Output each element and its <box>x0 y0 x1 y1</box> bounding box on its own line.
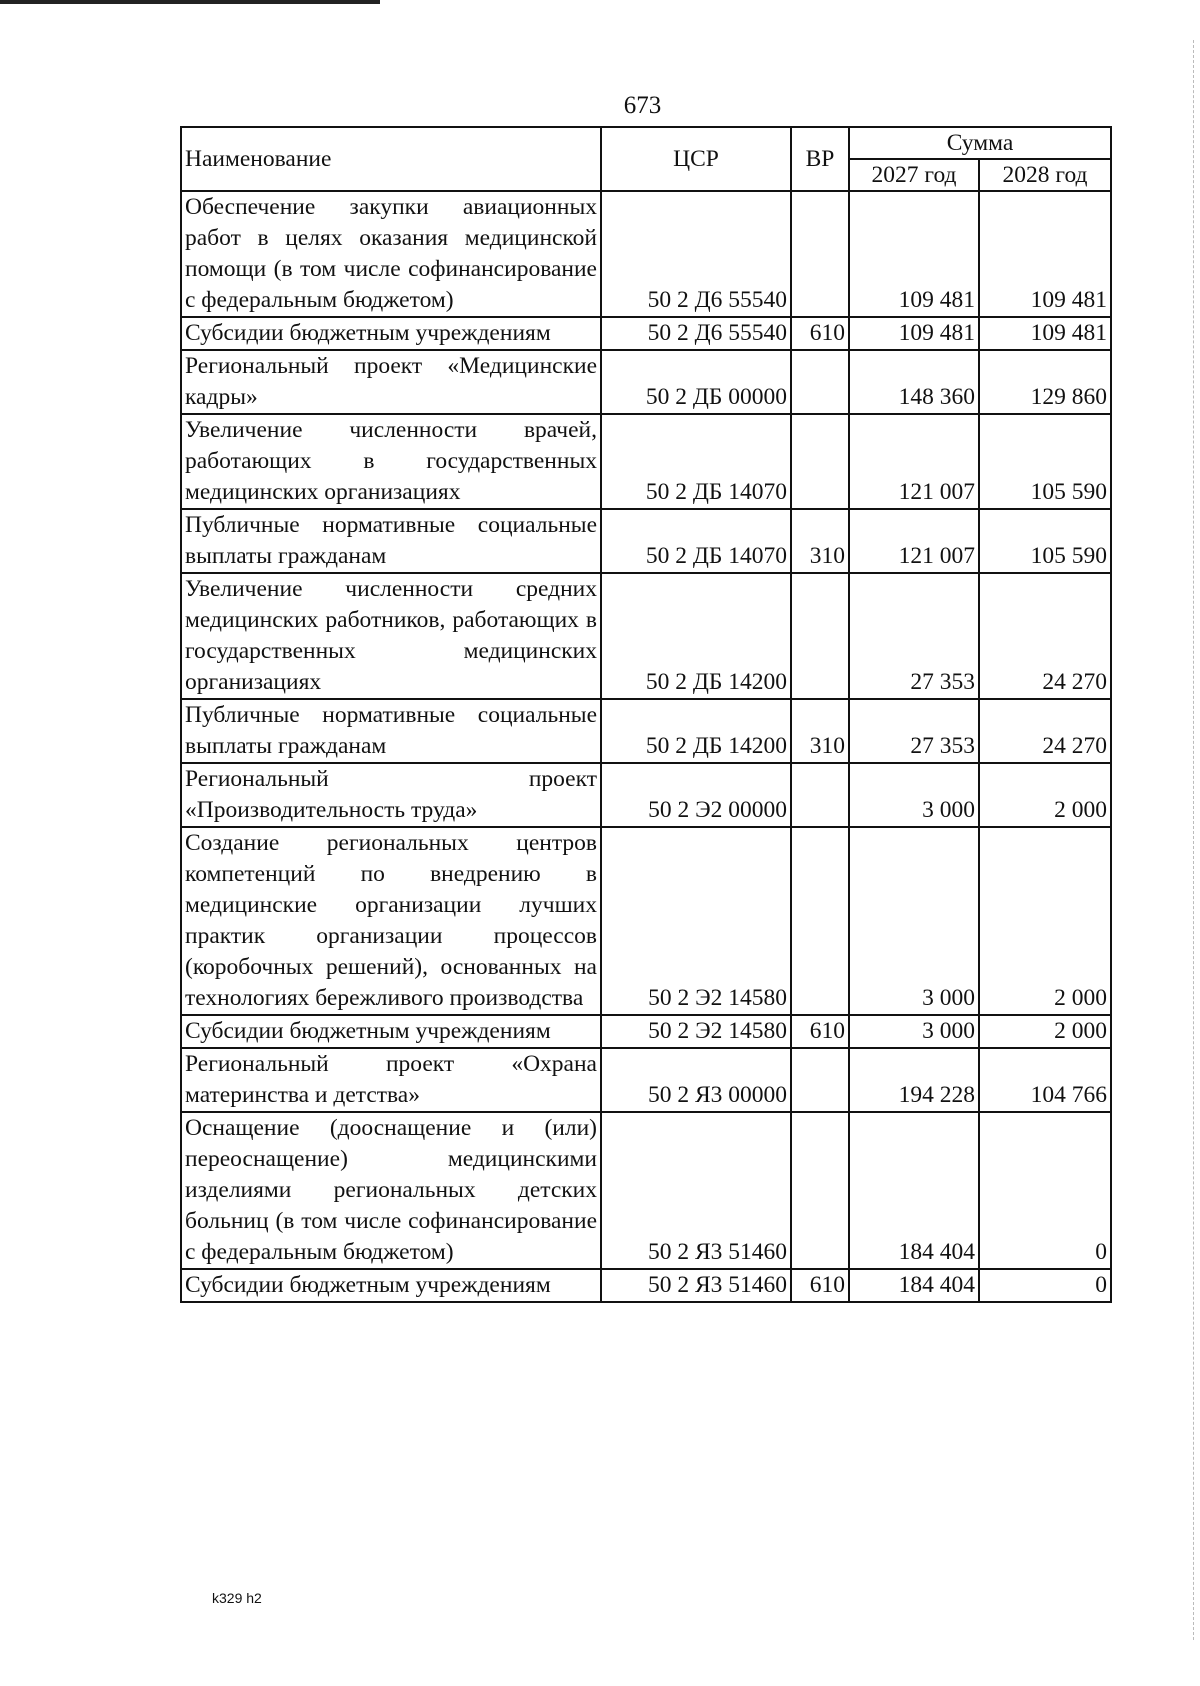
row-2027-amount-cell: 148 360 <box>849 350 979 414</box>
row-csr-cell: 50 2 Я3 51460 <box>601 1112 791 1269</box>
row-csr-cell: 50 2 ДБ 00000 <box>601 350 791 414</box>
footer-code: k329 h2 <box>212 1590 262 1606</box>
table-row <box>181 1048 1111 1112</box>
row-2027-amount-cell: 184 404 <box>849 1112 979 1269</box>
row-name-cell: Обеспечение закупки авиационных работ в целях оказания медицинской помощи (в том числе софинансирование с федеральным бюджетом) <box>181 191 601 317</box>
row-vr-cell <box>791 414 849 509</box>
row-vr-cell <box>791 191 849 317</box>
scan-border-mark <box>0 0 380 4</box>
table-row <box>181 1015 1111 1048</box>
table-body <box>181 191 1111 1302</box>
row-2027-amount-cell: 3 000 <box>849 1015 979 1048</box>
row-2028-amount-cell: 0 <box>979 1269 1111 1302</box>
row-vr-cell <box>791 827 849 1015</box>
row-name-cell: Увеличение численности врачей, работающих в государственных медицинских организациях <box>181 414 601 509</box>
row-2027-amount-cell: 27 353 <box>849 573 979 699</box>
row-vr-cell: 610 <box>791 1015 849 1048</box>
row-2028-amount-cell: 24 270 <box>979 573 1111 699</box>
row-csr-cell: 50 2 Я3 00000 <box>601 1048 791 1112</box>
table-row <box>181 350 1111 414</box>
table-row <box>181 573 1111 699</box>
row-csr-cell: 50 2 Э2 00000 <box>601 763 791 827</box>
table-row <box>181 699 1111 763</box>
table-row <box>181 509 1111 573</box>
header-name: Наименование <box>181 127 601 191</box>
row-csr-cell: 50 2 Э2 14580 <box>601 1015 791 1048</box>
row-csr-cell: 50 2 ДБ 14200 <box>601 573 791 699</box>
row-vr-cell <box>791 763 849 827</box>
row-2027-amount-cell: 27 353 <box>849 699 979 763</box>
row-2027-amount-cell: 194 228 <box>849 1048 979 1112</box>
table-row <box>181 191 1111 317</box>
row-csr-cell: 50 2 Я3 51460 <box>601 1269 791 1302</box>
page-number: 673 <box>623 92 662 119</box>
row-2028-amount-cell: 104 766 <box>979 1048 1111 1112</box>
row-2028-amount-cell: 0 <box>979 1112 1111 1269</box>
row-name-cell: Региональный проект «Медицинские кадры» <box>181 350 601 414</box>
row-2027-amount-cell: 184 404 <box>849 1269 979 1302</box>
row-csr-cell: 50 2 ДБ 14070 <box>601 414 791 509</box>
row-name-cell: Увеличение численности средних медицинских работников, работающих в государственных медицинских организациях <box>181 573 601 699</box>
table-row <box>181 827 1111 1015</box>
row-csr-cell: 50 2 ДБ 14200 <box>601 699 791 763</box>
row-2027-amount-cell: 109 481 <box>849 317 979 350</box>
header-csr: ЦСР <box>601 127 791 191</box>
row-name-cell: Публичные нормативные социальные выплаты гражданам <box>181 509 601 573</box>
row-name-cell: Оснащение (дооснащение и (или) переоснащение) медицинскими изделиями региональных детских больниц (в том числе софинансирование с федеральным бюджетом) <box>181 1112 601 1269</box>
table-row <box>181 317 1111 350</box>
row-2028-amount-cell: 2 000 <box>979 1015 1111 1048</box>
row-2028-amount-cell: 2 000 <box>979 763 1111 827</box>
table-row <box>181 1269 1111 1302</box>
budget-table <box>180 126 1112 1303</box>
row-csr-cell: 50 2 Д6 55540 <box>601 191 791 317</box>
row-name-cell: Создание региональных центров компетенций по внедрению в медицинские организации лучших практик организации процессов (коробочных решений), основанных на технологиях бережливого производства <box>181 827 601 1015</box>
row-name-cell: Субсидии бюджетным учреждениям <box>181 1269 601 1302</box>
row-vr-cell: 610 <box>791 1269 849 1302</box>
row-2028-amount-cell: 2 000 <box>979 827 1111 1015</box>
header-year-2028: 2028 год <box>979 159 1111 191</box>
row-vr-cell <box>791 350 849 414</box>
row-2028-amount-cell: 105 590 <box>979 414 1111 509</box>
row-2027-amount-cell: 121 007 <box>849 509 979 573</box>
row-2028-amount-cell: 109 481 <box>979 317 1111 350</box>
row-2027-amount-cell: 109 481 <box>849 191 979 317</box>
row-vr-cell <box>791 1048 849 1112</box>
row-vr-cell <box>791 1112 849 1269</box>
row-csr-cell: 50 2 Э2 14580 <box>601 827 791 1015</box>
row-2028-amount-cell: 129 860 <box>979 350 1111 414</box>
row-vr-cell: 610 <box>791 317 849 350</box>
header-year-2027: 2027 год <box>849 159 979 191</box>
scan-edge-line <box>1192 40 1194 1640</box>
row-2027-amount-cell: 3 000 <box>849 827 979 1015</box>
row-2028-amount-cell: 109 481 <box>979 191 1111 317</box>
row-vr-cell: 310 <box>791 699 849 763</box>
table-row <box>181 763 1111 827</box>
row-csr-cell: 50 2 Д6 55540 <box>601 317 791 350</box>
row-vr-cell: 310 <box>791 509 849 573</box>
header-vr: ВР <box>791 127 849 191</box>
table-row <box>181 1112 1111 1269</box>
row-name-cell: Региональный проект «Производительность труда» <box>181 763 601 827</box>
table-header-row <box>181 127 1111 159</box>
row-name-cell: Региональный проект «Охрана материнства и детства» <box>181 1048 601 1112</box>
row-2028-amount-cell: 24 270 <box>979 699 1111 763</box>
row-name-cell: Субсидии бюджетным учреждениям <box>181 1015 601 1048</box>
table-row <box>181 414 1111 509</box>
row-csr-cell: 50 2 ДБ 14070 <box>601 509 791 573</box>
row-2027-amount-cell: 3 000 <box>849 763 979 827</box>
row-2027-amount-cell: 121 007 <box>849 414 979 509</box>
header-sum: Сумма <box>849 127 1111 159</box>
row-vr-cell <box>791 573 849 699</box>
row-name-cell: Публичные нормативные социальные выплаты гражданам <box>181 699 601 763</box>
row-2028-amount-cell: 105 590 <box>979 509 1111 573</box>
row-name-cell: Субсидии бюджетным учреждениям <box>181 317 601 350</box>
